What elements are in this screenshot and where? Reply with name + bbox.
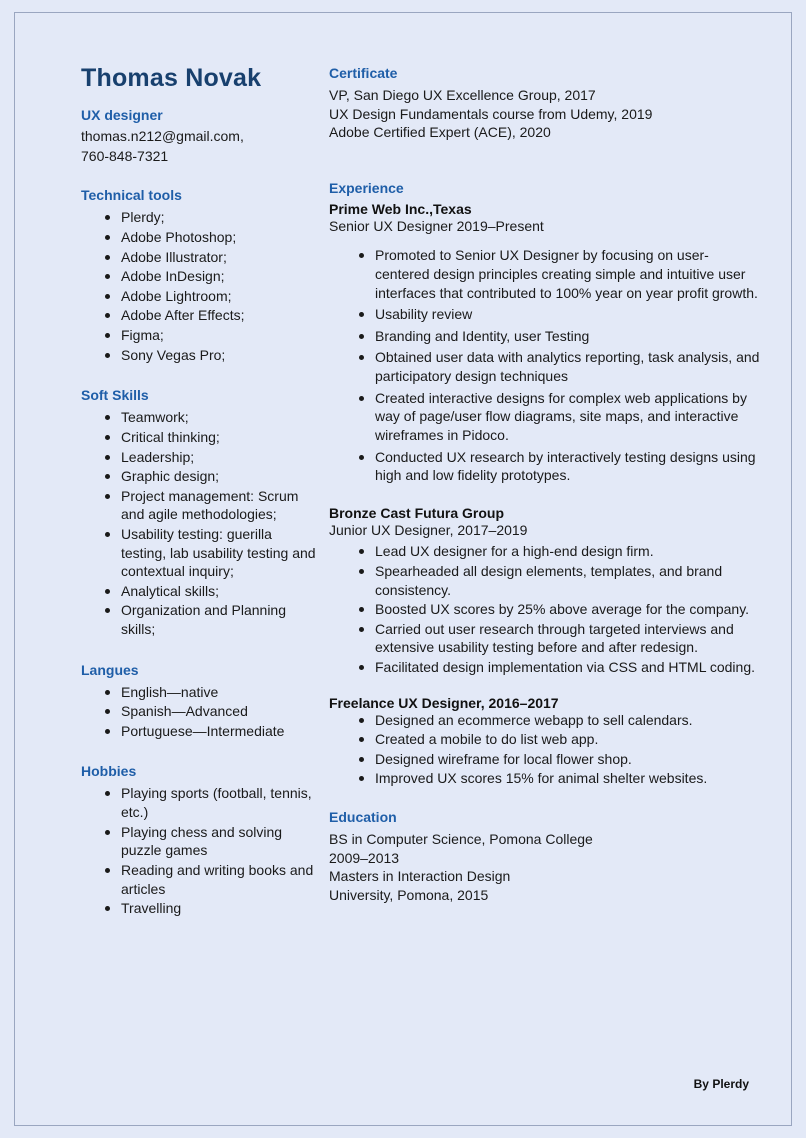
education-line: BS in Computer Science, Pomona College bbox=[329, 831, 593, 848]
job-company: Bronze Cast Futura Group bbox=[329, 504, 505, 521]
list-item: Organization and Planning skills; bbox=[103, 601, 319, 639]
list-item: Adobe Lightroom; bbox=[103, 287, 319, 307]
list-item: Figma; bbox=[103, 326, 319, 346]
list-item: Facilitated design implementation via CSS and HTML coding. bbox=[357, 658, 761, 678]
list-item: Teamwork; bbox=[103, 408, 319, 428]
list-item: Travelling bbox=[103, 899, 319, 919]
list-item: Promoted to Senior UX Designer by focusing on user-centered design principles creating simple and intuitive user interfaces that contributed to 100% year on year profit growth. bbox=[357, 246, 761, 305]
certificate-line: UX Design Fundamentals course from Udemy, 2019 bbox=[329, 105, 653, 122]
job-position: Senior UX Designer 2019–Present bbox=[329, 217, 544, 234]
left-column bbox=[81, 65, 319, 919]
list-item: Obtained user data with analytics reporting, task analysis, and participatory design techniques bbox=[357, 348, 761, 388]
section-title-langues: Langues bbox=[81, 661, 139, 678]
section-title-experience: Experience bbox=[329, 179, 404, 196]
list-item: Reading and writing books and articles bbox=[103, 861, 319, 899]
list-item: Boosted UX scores by 25% above average for the company. bbox=[357, 600, 761, 620]
job-company: Freelance UX Designer, 2016–2017 bbox=[329, 694, 559, 711]
list-item: Lead UX designer for a high-end design firm. bbox=[357, 542, 761, 562]
list-item: Adobe Illustrator; bbox=[103, 248, 319, 268]
section-title-soft-skills: Soft Skills bbox=[81, 387, 149, 404]
list-item: Spanish—Advanced bbox=[103, 702, 319, 722]
soft-skills-list bbox=[81, 408, 319, 639]
list-item: Plerdy; bbox=[103, 208, 319, 228]
job-bullets bbox=[329, 711, 761, 789]
langues-list bbox=[81, 683, 319, 742]
list-item: Graphic design; bbox=[103, 467, 319, 487]
list-item: Conducted UX research by interactively testing designs using high and low fidelity prototypes. bbox=[357, 448, 761, 488]
contact-email: thomas.n212@gmail.com, bbox=[81, 127, 244, 144]
list-item: Adobe InDesign; bbox=[103, 267, 319, 287]
list-item: Created a mobile to do list web app. bbox=[357, 730, 761, 750]
resume-page bbox=[14, 12, 792, 1126]
job-bullets bbox=[329, 246, 761, 487]
hobbies-list bbox=[81, 784, 319, 918]
technical-tools-list bbox=[81, 208, 319, 365]
section-title-hobbies: Hobbies bbox=[81, 763, 137, 780]
list-item: Designed an ecommerce webapp to sell calendars. bbox=[357, 711, 761, 731]
list-item: Sony Vegas Pro; bbox=[103, 346, 319, 366]
right-column bbox=[319, 65, 761, 919]
list-item: Analytical skills; bbox=[103, 582, 319, 602]
list-item: Improved UX scores 15% for animal shelter websites. bbox=[357, 769, 761, 789]
job-role: UX designer bbox=[81, 106, 163, 123]
job-bullets bbox=[329, 542, 761, 677]
education-line: University, Pomona, 2015 bbox=[329, 886, 489, 903]
list-item: Critical thinking; bbox=[103, 428, 319, 448]
list-item: Portuguese—Intermediate bbox=[103, 722, 319, 742]
list-item: Carried out user research through targeted interviews and extensive usability testing before and after redesign. bbox=[357, 620, 761, 658]
list-item: Adobe After Effects; bbox=[103, 306, 319, 326]
job-position: Junior UX Designer, 2017–2019 bbox=[329, 521, 528, 538]
list-item: Branding and Identity, user Testing bbox=[357, 327, 761, 349]
job-company: Prime Web Inc.,Texas bbox=[329, 200, 472, 217]
list-item: Designed wireframe for local flower shop. bbox=[357, 750, 761, 770]
list-item: Spearheaded all design elements, templates, and brand consistency. bbox=[357, 562, 761, 600]
list-item: Playing chess and solving puzzle games bbox=[103, 823, 319, 861]
section-title-certificate: Certificate bbox=[329, 65, 398, 81]
list-item: Usability review bbox=[357, 305, 761, 327]
certificate-line: Adobe Certified Expert (ACE), 2020 bbox=[329, 124, 551, 141]
spacer bbox=[329, 238, 761, 246]
list-item: Usability testing: guerilla testing, lab usability testing and contextual inquiry; bbox=[103, 525, 319, 582]
list-item: Project management: Scrum and agile methodologies; bbox=[103, 487, 319, 525]
page-title: Thomas Novak bbox=[81, 64, 262, 92]
section-title-education: Education bbox=[329, 809, 397, 826]
footer-credit: By Plerdy bbox=[693, 1077, 749, 1091]
list-item: Playing sports (football, tennis, etc.) bbox=[103, 784, 319, 822]
contact-phone: 760-848-7321 bbox=[81, 147, 169, 164]
resume-body bbox=[81, 65, 761, 919]
section-title-technical-tools: Technical tools bbox=[81, 187, 182, 204]
education-line: Masters in Interaction Design bbox=[329, 868, 511, 885]
list-item: Leadership; bbox=[103, 448, 319, 468]
list-item: Created interactive designs for complex web applications by way of page/user flow diagrams, site maps, and interactive wireframes in Pidoco. bbox=[357, 389, 761, 448]
certificate-line: VP, San Diego UX Excellence Group, 2017 bbox=[329, 87, 596, 103]
list-item: Adobe Photoshop; bbox=[103, 228, 319, 248]
education-line: 2009–2013 bbox=[329, 849, 400, 866]
list-item: English—native bbox=[103, 683, 319, 703]
